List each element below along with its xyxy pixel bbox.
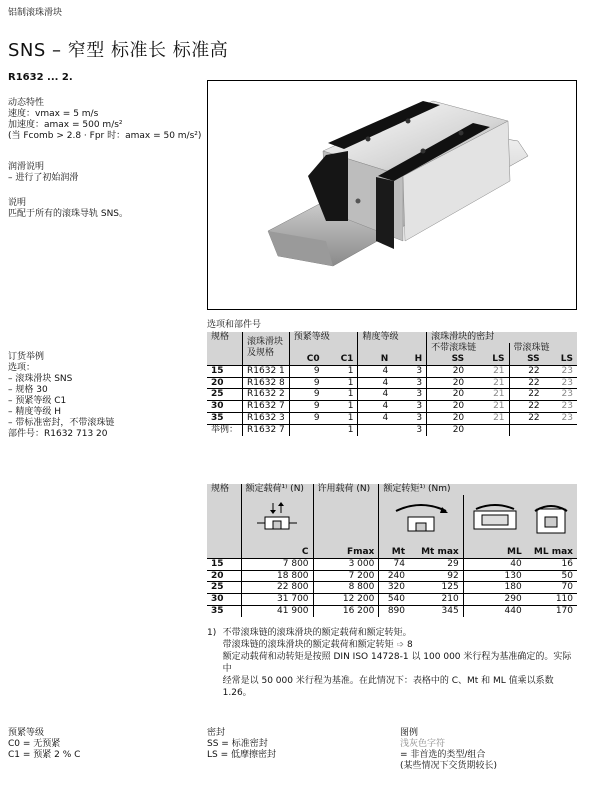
cell-c0: 9 <box>289 377 323 389</box>
col-allow: 许用载荷 (N) <box>313 484 379 495</box>
torque-mt-icon <box>386 501 456 537</box>
cell-mlm: 170 <box>526 605 577 616</box>
description-text: 匹配于所有的滚珠导轨 SNS。 <box>8 209 129 219</box>
table-row <box>207 377 577 389</box>
cell-block: R1632 1 <box>243 365 290 377</box>
lubrication-section <box>8 162 78 184</box>
cell-c1: 1 <box>324 365 358 377</box>
ordering-line: – 规格 30 <box>8 385 48 395</box>
cell-ml: 440 <box>463 605 525 616</box>
cell-ls2: 23 <box>544 389 577 401</box>
legend-preload <box>8 728 80 761</box>
cell-f: 16 200 <box>313 605 379 616</box>
col-block: 滚珠滑块及规格 <box>243 332 290 365</box>
cell-f: 7 200 <box>313 570 379 582</box>
h-c1: C1 <box>340 354 354 364</box>
table-row <box>207 389 577 401</box>
col-size: 规格 <box>211 484 230 494</box>
ordering-heading: 订货举例 <box>8 352 45 362</box>
cell-size: 20 <box>207 377 243 389</box>
footnote-line: 带滚珠链的滚珠滑块的额定载荷和额定转矩 ➩ 8 <box>222 640 413 650</box>
table-row <box>207 594 577 606</box>
cell-mt: 540 <box>379 594 409 606</box>
footnote-marker: 1) <box>207 628 217 638</box>
cell-block: R1632 3 <box>243 412 290 424</box>
cell-ss1: 20 <box>427 401 469 413</box>
page-category: 铝制滚珠滑块 <box>8 8 63 18</box>
col-accuracy: 精度等级 <box>358 332 427 343</box>
lubrication-heading: 润滑说明 <box>8 162 45 172</box>
cell-mt: 890 <box>379 605 409 616</box>
cell-ls1: 21 <box>468 401 509 413</box>
cell-size: 30 <box>207 594 241 606</box>
cell-c: 22 800 <box>241 582 313 594</box>
cell-ml: 180 <box>463 582 525 594</box>
footnote-line: 额定动载荷和动转矩是按照 DIN ISO 14728-1 以 100 000 米行程为基准确定的。实际中 <box>222 652 572 674</box>
col-torque: 额定转矩¹⁾ (Nm) <box>379 484 577 495</box>
options-table-title: 选项和部件号 <box>207 320 262 330</box>
legend-figure <box>400 728 497 772</box>
legend-figure-line: (某些情况下交货期较长) <box>400 761 498 771</box>
cell-size: 25 <box>207 582 241 594</box>
ordering-line: – 滚珠滑块 SNS <box>8 374 73 384</box>
h-ss1: SS <box>427 354 469 365</box>
cell-block: R1632 2 <box>243 389 290 401</box>
cell-ml: 290 <box>463 594 525 606</box>
page-title: SNS – 窄型 标准长 标准高 <box>8 40 229 61</box>
cell-ss1: 20 <box>427 365 469 377</box>
footnote-line: 经常是以 50 000 米行程为基准。在此情况下：表格中的 C、Mt 和 ML 值乘以系数 1.26。 <box>222 676 554 698</box>
cell-f: 12 200 <box>313 594 379 606</box>
h-h: H <box>414 354 423 364</box>
cell-ls1: 21 <box>468 412 509 424</box>
cell-ml: 130 <box>463 570 525 582</box>
cell-n: 4 <box>358 412 392 424</box>
cell-size: 25 <box>207 389 243 401</box>
legend-figure-heading: 图例 <box>400 728 419 738</box>
cell-c: 7 800 <box>241 558 313 570</box>
cell-mtm: 345 <box>409 605 463 616</box>
cell-c: 31 700 <box>241 594 313 606</box>
cell-ls2: 23 <box>544 412 577 424</box>
legend-seal-ss: SS = 标准密封 <box>207 739 268 749</box>
cell-ss1: 20 <box>427 389 469 401</box>
example-c1: 1 <box>324 424 358 435</box>
cell-ss2: 22 <box>509 377 544 389</box>
sub-no-chain: 不带滚珠链 <box>427 343 509 354</box>
col-dyn: 额定载荷¹⁾ (N) <box>241 484 313 495</box>
cell-c1: 1 <box>324 412 358 424</box>
legend-preload-c1: C1 = 预紧 2 % C <box>8 750 81 760</box>
cell-mtm: 210 <box>409 594 463 606</box>
sub-with-chain: 带滚珠链 <box>509 343 577 354</box>
cell-ss2: 22 <box>509 401 544 413</box>
table-row <box>207 412 577 424</box>
h-mlmax: ML max <box>533 547 573 557</box>
dynamics-heading: 动态特性 <box>8 98 45 108</box>
cell-mt: 74 <box>379 558 409 570</box>
cell-mt: 320 <box>379 582 409 594</box>
cell-h: 3 <box>392 377 426 389</box>
cell-c: 18 800 <box>241 570 313 582</box>
cell-c: 41 900 <box>241 605 313 616</box>
torque-ml-icon <box>470 501 520 537</box>
torque-mlmax-icon <box>531 501 571 537</box>
cell-n: 4 <box>358 389 392 401</box>
description-heading: 说明 <box>8 198 27 208</box>
table-row <box>207 365 577 377</box>
table-row <box>207 582 577 594</box>
description-section <box>8 198 128 220</box>
cell-mtm: 125 <box>409 582 463 594</box>
cell-mlm: 50 <box>526 570 577 582</box>
table-row <box>207 558 577 570</box>
legend-seal-heading: 密封 <box>207 728 226 738</box>
lubrication-item: – 进行了初始润滑 <box>8 173 79 183</box>
cell-mlm: 110 <box>526 594 577 606</box>
legend-figure-line: = 非首选的类型/组合 <box>400 750 486 760</box>
legend-preload-c0: C0 = 无预紧 <box>8 739 61 749</box>
col-seal: 滚珠滑块的密封 <box>427 332 577 343</box>
dynamics-note: (当 Fcomb > 2.8 · Fpr 时：amax = 50 m/s²) <box>8 131 202 141</box>
h-n: N <box>358 354 392 365</box>
part-number: R1632 ... 2. <box>8 72 73 83</box>
cell-h: 3 <box>392 389 426 401</box>
h-mtmax: Mt max <box>421 547 459 557</box>
cell-n: 4 <box>358 365 392 377</box>
cell-ls2: 23 <box>544 401 577 413</box>
linear-block-illustration <box>208 81 577 310</box>
cell-mtm: 92 <box>409 570 463 582</box>
cell-size: 35 <box>207 412 243 424</box>
cell-ls1: 21 <box>468 377 509 389</box>
cell-mtm: 29 <box>409 558 463 570</box>
ordering-line: 部件号：R1632 713 20 <box>8 429 108 439</box>
cell-n: 4 <box>358 401 392 413</box>
footnote <box>207 627 577 699</box>
legend-seal <box>207 728 276 761</box>
cell-h: 3 <box>392 365 426 377</box>
example-ss1: 20 <box>427 424 469 435</box>
load-table <box>207 484 577 617</box>
cell-ml: 40 <box>463 558 525 570</box>
cell-c0: 9 <box>289 389 323 401</box>
cell-f: 8 800 <box>313 582 379 594</box>
h-c0: C0 <box>289 354 323 365</box>
dynamics-section <box>8 98 201 142</box>
cell-n: 4 <box>358 377 392 389</box>
ordering-line: – 带标准密封，不带滚珠链 <box>8 418 115 428</box>
ordering-line: – 预紧等级 C1 <box>8 396 67 406</box>
cell-mlm: 16 <box>526 558 577 570</box>
options-table <box>207 332 577 436</box>
cell-size: 15 <box>207 558 241 570</box>
cell-c0: 9 <box>289 365 323 377</box>
cell-ss2: 22 <box>509 412 544 424</box>
cell-size: 20 <box>207 570 241 582</box>
cell-ss2: 22 <box>509 365 544 377</box>
example-h: 3 <box>392 424 426 435</box>
cell-block: R1632 8 <box>243 377 290 389</box>
cell-mt: 240 <box>379 570 409 582</box>
dynamics-speed: 速度：vmax = 5 m/s <box>8 109 99 119</box>
dynamics-accel: 加速度：amax = 500 m/s² <box>8 120 123 130</box>
product-photo <box>207 80 577 310</box>
footnote-line: 不带滚珠链的滚珠滑块的额定载荷和额定转矩。 <box>222 628 412 638</box>
cell-block: R1632 7 <box>243 401 290 413</box>
cell-c0: 9 <box>289 412 323 424</box>
h-c: C <box>241 547 313 558</box>
cell-c0: 9 <box>289 401 323 413</box>
cell-h: 3 <box>392 401 426 413</box>
cell-c1: 1 <box>324 389 358 401</box>
cell-h: 3 <box>392 412 426 424</box>
cell-ls1: 21 <box>468 389 509 401</box>
cell-c1: 1 <box>324 377 358 389</box>
h-mt: Mt <box>379 547 409 558</box>
cell-ss1: 20 <box>427 412 469 424</box>
cell-mlm: 70 <box>526 582 577 594</box>
ordering-line: 选项： <box>8 363 36 373</box>
cell-ls2: 23 <box>544 377 577 389</box>
load-direction-icon <box>257 501 297 537</box>
ordering-section <box>8 352 114 440</box>
cell-size: 35 <box>207 605 241 616</box>
table-row <box>207 570 577 582</box>
cell-ls1: 21 <box>468 365 509 377</box>
col-size: 规格 <box>211 332 230 343</box>
h-ss2: SS <box>509 354 544 365</box>
cell-c1: 1 <box>324 401 358 413</box>
h-ls1: LS <box>492 354 505 364</box>
cell-f: 3 000 <box>313 558 379 570</box>
cell-size: 15 <box>207 365 243 377</box>
h-fmax: Fmax <box>313 547 379 558</box>
cell-ss1: 20 <box>427 377 469 389</box>
legend-seal-ls: LS = 低摩擦密封 <box>207 750 276 760</box>
legend-preload-heading: 预紧等级 <box>8 728 45 738</box>
example-block: R1632 7 <box>243 424 290 435</box>
cell-ss2: 22 <box>509 389 544 401</box>
cell-ls2: 23 <box>544 365 577 377</box>
cell-size: 30 <box>207 401 243 413</box>
h-ls2: LS <box>560 354 573 364</box>
ordering-line: – 精度等级 H <box>8 407 61 417</box>
example-label: 举例： <box>207 424 243 435</box>
table-row <box>207 605 577 616</box>
table-row <box>207 401 577 413</box>
col-preload: 预紧等级 <box>289 332 358 343</box>
legend-figure-grey: 浅灰色字符 <box>400 739 446 749</box>
h-ml: ML <box>463 547 525 558</box>
